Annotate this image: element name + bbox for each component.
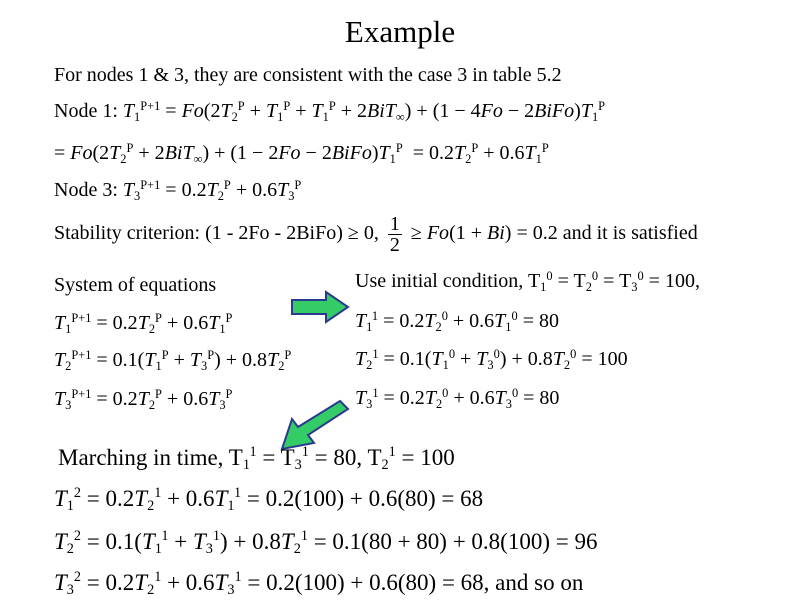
- result-eq-3: $T_3^1 = 0.2T_2^0 + 0.6T_3^0 = 80$: [355, 385, 560, 411]
- marching-result-3: $T_3^2 = 0.2T_2^1 + 0.6T_3^1 = 0.2(100) + 0.6(80) = 68$, and so on: [54, 569, 584, 599]
- initial-value: = 100,: [648, 270, 700, 292]
- marching-result-2-value: = 0.1(80 + 80) + 0.8(100) = 96: [313, 529, 598, 554]
- marching-result-1: $T_1^2 = 0.2T_2^1 + 0.6T_1^1 = 0.2(100) + 0.6(80) = 68$: [54, 485, 484, 515]
- node3-label: Node 3:: [54, 179, 118, 201]
- result-eq-1: $T_1^1 = 0.2T_2^0 + 0.6T_1^0 = 80$: [355, 308, 559, 334]
- one-half-fraction: [388, 214, 402, 255]
- marching-label: Marching in time,: [58, 445, 224, 470]
- block-arrow-right-icon: [290, 290, 352, 324]
- marching-result-1-value: = 0.2(100) + 0.6(80) = 68: [246, 486, 484, 511]
- marching-value-2: = 100: [401, 445, 455, 470]
- initial-condition: Use initial condition, $T_1^0 = T_2^0 = T_3^0 = 100$,: [355, 268, 700, 294]
- stability-criterion: Stability criterion: (1 - 2Fo - 2BiFo) ≥ 0, $\frac{1}{2}$ ≥ Fo(1 + Bi) = 0.2 and it is satisfied: [54, 213, 698, 256]
- stability-condition: (1 - 2Fo - 2BiFo) ≥ 0,: [205, 222, 379, 245]
- result-eq-3-value: = 80: [523, 387, 560, 409]
- system-label: System of equations: [54, 274, 217, 296]
- node1-continuation: = $Fo(2T_2^P + 2BiT_\infty) + (1 - 2Fo$ − $2BiFo)T_1^P = 0.2T_2^P + 0.6T_1^P$: [54, 140, 549, 166]
- marching-result-3-value: = 0.2(100) + 0.6(80) = 68,: [247, 570, 490, 595]
- node1-equation: Node 1: $T_1^{P+1} = Fo(2T_2^P + T_1^P + T_1^P + 2BiT_\infty) + (1 - 4Fo$ − $2BiFo)T_1^P$: [54, 98, 606, 124]
- marching-value-1: = 80,: [314, 445, 363, 470]
- marching-line: Marching in time, $T_1^1 = T_3^1 = 80$, $T_2^1 = 100$: [58, 444, 455, 474]
- result-eq-1-value: = 80: [522, 310, 559, 332]
- system-eq-2: $T_2^{P+1} = 0.1(T_1^P + T_3^P) + 0.8T_2^P$: [54, 347, 292, 373]
- stability-label: Stability criterion:: [54, 222, 201, 245]
- intro-text: For nodes 1 & 3, they are consistent with the case 3 in table 5.2: [54, 64, 562, 86]
- system-eq-3: $T_3^{P+1} = 0.2T_2^P + 0.6T_3^P$: [54, 386, 233, 412]
- initial-label: Use initial condition,: [355, 270, 524, 292]
- result-eq-2-value: = 100: [581, 348, 628, 370]
- and-so-on-text: and so on: [495, 570, 584, 595]
- node3-equation: Node 3: $T_3^{P+1} = 0.2T_2^P + 0.6T_3^P$: [54, 177, 302, 203]
- system-eq-1: $T_1^{P+1} = 0.2T_2^P + 0.6T_1^P$: [54, 310, 233, 336]
- fraction-numerator: 1: [389, 213, 400, 235]
- result-eq-2: $T_2^1 = 0.1(T_1^0 + T_3^0) + 0.8T_2^0 = 100$: [355, 346, 628, 372]
- fraction-denominator: 2: [389, 234, 400, 256]
- page-title: Example: [344, 14, 456, 49]
- node1-label: Node 1:: [54, 100, 118, 122]
- marching-result-2: $T_2^2 = 0.1(T_1^1 + T_3^1) + 0.8T_2^1 = 0.1(80 + 80) + 0.8(100) = 96$: [54, 528, 598, 558]
